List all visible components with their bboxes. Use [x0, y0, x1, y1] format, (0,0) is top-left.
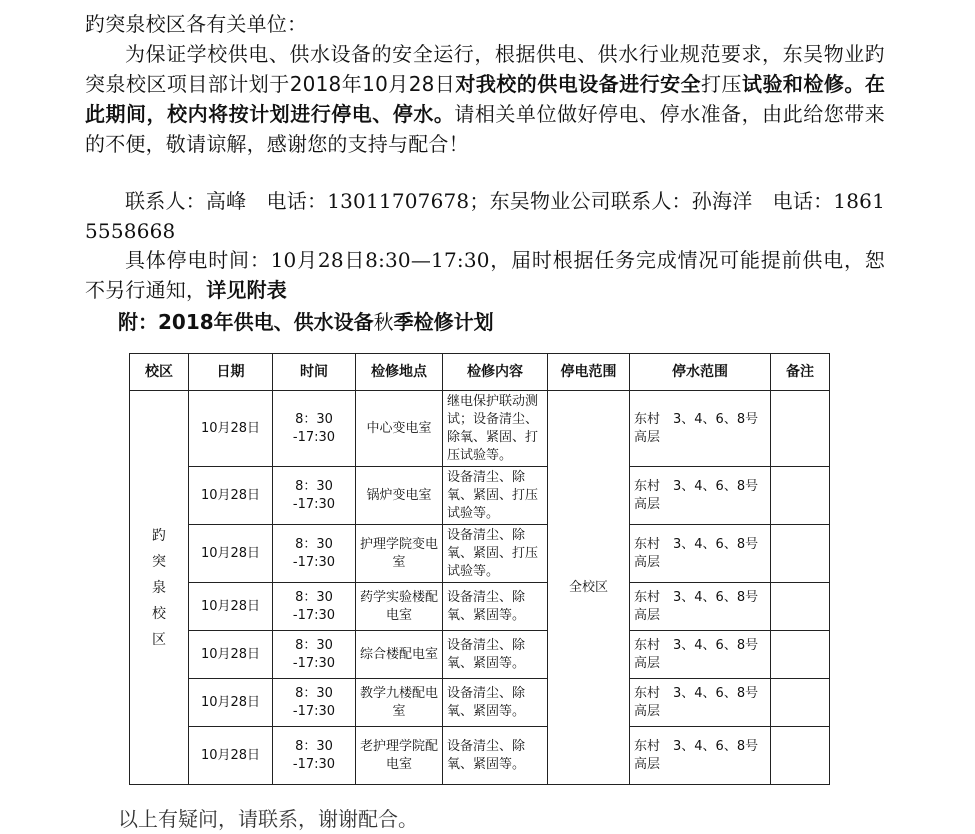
- content-cell: 设备清尘、除氧、紧固等。: [443, 679, 548, 727]
- date-cell: 10月28日: [189, 727, 273, 785]
- power-scope-cell: 全校区: [548, 391, 630, 785]
- date-cell: 10月28日: [189, 679, 273, 727]
- time-cell: 8：30 -17:30: [273, 727, 356, 785]
- date-cell: 10月28日: [189, 583, 273, 631]
- water-scope-cell: 东村 3、4、6、8号高层: [630, 525, 771, 583]
- water-scope-cell: 东村 3、4、6、8号高层: [630, 583, 771, 631]
- contact-info: 联系人：高峰 电话：13011707678；东吴物业公司联系人：孙海洋 电话：18615558668: [85, 189, 885, 243]
- note-cell: [771, 391, 830, 467]
- water-scope-cell: 东村 3、4、6、8号高层: [630, 467, 771, 525]
- note-cell: [771, 727, 830, 785]
- header-content: 检修内容: [443, 354, 548, 391]
- salutation: 趵突泉校区各有关单位：: [85, 12, 308, 36]
- content-cell: 设备清尘、除氧、紧固、打压试验等。: [443, 525, 548, 583]
- body-bold-1: 对我校的供电设备进行安全: [455, 72, 702, 96]
- location-cell: 护理学院变电室: [356, 525, 443, 583]
- date-cell: 10月28日: [189, 391, 273, 467]
- location-cell: 老护理学院配电室: [356, 727, 443, 785]
- time-cell: 8：30 -17:30: [273, 631, 356, 679]
- body-pressure: 打压: [701, 72, 742, 96]
- table-row: [130, 391, 830, 467]
- time-cell: 8：30 -17:30: [273, 583, 356, 631]
- note-cell: [771, 583, 830, 631]
- header-water-scope: 停水范围: [630, 354, 771, 391]
- appendix-title-part1: 附：2018年供电、供水设备: [118, 310, 374, 334]
- location-cell: 教学九楼配电室: [356, 679, 443, 727]
- header-note: 备注: [771, 354, 830, 391]
- note-cell: [771, 679, 830, 727]
- content-cell: 设备清尘、除氧、紧固、打压试验等。: [443, 467, 548, 525]
- outage-time: [85, 245, 885, 305]
- appendix-title-part2: 季检修计划: [393, 310, 494, 334]
- header-location: 检修地点: [356, 354, 443, 391]
- time-cell: 8：30 -17:30: [273, 525, 356, 583]
- date-cell: 10月28日: [189, 525, 273, 583]
- note-cell: [771, 467, 830, 525]
- location-cell: 综合楼配电室: [356, 631, 443, 679]
- date-cell: 10月28日: [189, 631, 273, 679]
- note-cell: [771, 525, 830, 583]
- location-cell: 中心变电室: [356, 391, 443, 467]
- table-row: [130, 467, 830, 525]
- see-appendix: 详见附表: [206, 278, 288, 302]
- header-power-scope: 停电范围: [548, 354, 630, 391]
- table-row: [130, 727, 830, 785]
- table-row: [130, 679, 830, 727]
- table-row: [130, 525, 830, 583]
- body-bold-2: 试验和检修。在此期间，校内将按计划进行停电、停水。: [85, 72, 886, 126]
- appendix-title-season: 秋: [373, 310, 394, 334]
- footer-partial-text: 以上有疑问，请联系，谢谢配合。: [118, 807, 418, 831]
- body-intro: 为保证学校供电、供水设备的安全运行，根据供电、供水行业规范要求，东吴物业趵突泉校区项目部计划于: [85, 42, 885, 96]
- content-cell: 设备清尘、除氧、紧固等。: [443, 583, 548, 631]
- water-scope-cell: 东村 3、4、6、8号高层: [630, 727, 771, 785]
- header-time: 时间: [273, 354, 356, 391]
- outage-time-text: 具体停电时间：10月28日8:30—17:30，届时根据任务完成情况可能提前供电，恕不另行通知，: [85, 248, 885, 302]
- maintenance-date: 2018年10月28日: [289, 72, 456, 96]
- table-row: [130, 631, 830, 679]
- time-cell: 8：30 -17:30: [273, 679, 356, 727]
- time-cell: 8：30 -17:30: [273, 467, 356, 525]
- content-cell: 设备清尘、除氧、紧固等。: [443, 631, 548, 679]
- location-cell: 锅炉变电室: [356, 467, 443, 525]
- content-cell: 设备清尘、除氧、紧固等。: [443, 727, 548, 785]
- maintenance-schedule-table: [129, 353, 830, 785]
- table-body: [130, 391, 830, 785]
- time-cell: 8：30 -17:30: [273, 391, 356, 467]
- body-closing: 请相关单位做好停电、停水准备，由此给您带来的不便，敬请谅解，感谢您的支持与配合！: [85, 102, 885, 156]
- content-cell: 继电保护联动测试；设备清尘、除氧、紧固、打压试验等。: [443, 391, 548, 467]
- campus-cell: 趵 突 泉 校 区: [130, 391, 189, 785]
- date-cell: 10月28日: [189, 467, 273, 525]
- note-cell: [771, 631, 830, 679]
- water-scope-cell: 东村 3、4、6、8号高层: [630, 631, 771, 679]
- appendix-title: [118, 307, 494, 337]
- location-cell: 药学实验楼配电室: [356, 583, 443, 631]
- header-campus: 校区: [130, 354, 189, 391]
- water-scope-cell: 东村 3、4、6、8号高层: [630, 679, 771, 727]
- table-header-row: [130, 354, 830, 391]
- table-row: [130, 583, 830, 631]
- header-date: 日期: [189, 354, 273, 391]
- water-scope-cell: 东村 3、4、6、8号高层: [630, 391, 771, 467]
- notice-body: [85, 39, 885, 159]
